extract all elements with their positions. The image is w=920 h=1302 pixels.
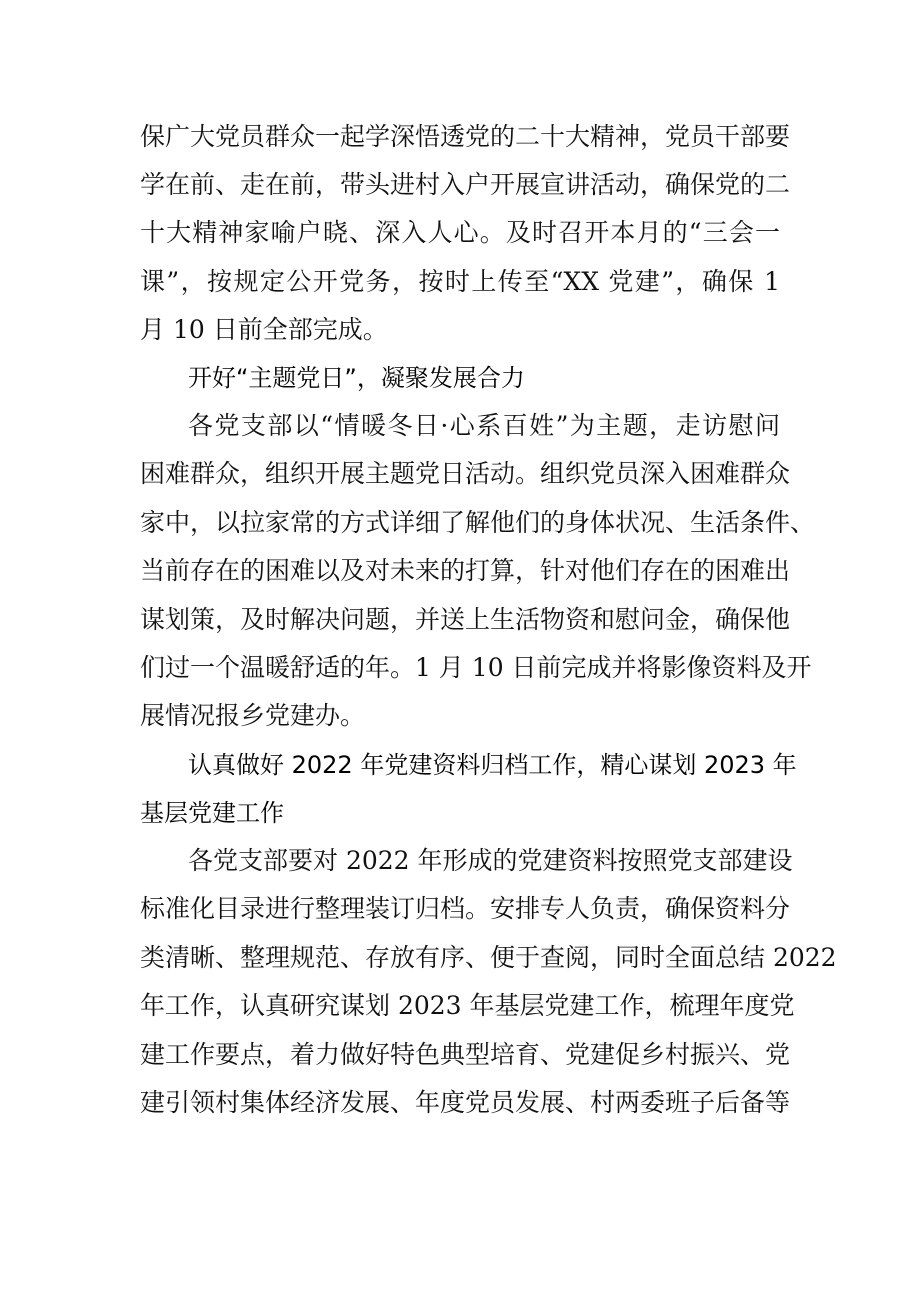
paragraph-line: 家中，以拉家常的方式详细了解他们的身体状况、生活条件、: [140, 508, 816, 537]
paragraph-line: 建引领村集体经济发展、年度党员发展、村两委班子后备等: [140, 1088, 791, 1117]
paragraph-line: 各党支部以“情暖冬日·心系百姓”为主题，走访慰问: [188, 411, 780, 440]
section-heading: 基层党建工作: [140, 799, 284, 827]
paragraph-line: 年工作，认真研究谋划 2023 年基层党建工作，梳理年度党: [140, 991, 795, 1020]
section-heading: 认真做好 2022 年党建资料归档工作，精心谋划 2023 年: [188, 751, 797, 779]
paragraph-line: 学在前、走在前，带头进村入户开展宣讲活动，确保党的二: [140, 170, 791, 199]
paragraph-line: 保广大党员群众一起学深悟透党的二十大精神，党员干部要: [140, 122, 791, 151]
paragraph-line: 课”，按规定公开党务，按时上传至“XX 党建”，确保 1: [140, 267, 780, 296]
paragraph-line: 们过一个温暖舒适的年。1 月 10 日前完成并将影像资料及开: [140, 653, 812, 682]
paragraph-line: 类清晰、整理规范、存放有序、便于查阅，同时全面总结 2022: [140, 943, 837, 972]
paragraph-line: 谋划策，及时解决问题，并送上生活物资和慰问金，确保他: [140, 605, 791, 634]
paragraph-line: 标准化目录进行整理装订归档。安排专人负责，确保资料分: [140, 894, 791, 923]
section-heading: 开好“主题党日”，凝聚发展合力: [188, 364, 525, 392]
paragraph-line: 当前存在的困难以及对未来的打算，针对他们存在的困难出: [140, 556, 791, 585]
paragraph-line: 建工作要点，着力做好特色典型培育、党建促乡村振兴、党: [140, 1040, 791, 1069]
paragraph-line: 月 10 日前全部完成。: [140, 315, 388, 344]
paragraph-line: 十大精神家喻户晓、深入人心。及时召开本月的“三会一: [140, 218, 780, 247]
paragraph-line: 展情况报乡党建办。: [140, 701, 366, 730]
paragraph-line: 困难群众，组织开展主题党日活动。组织党员深入困难群众: [140, 459, 791, 488]
paragraph-line: 各党支部要对 2022 年形成的党建资料按照党支部建设: [188, 846, 793, 875]
